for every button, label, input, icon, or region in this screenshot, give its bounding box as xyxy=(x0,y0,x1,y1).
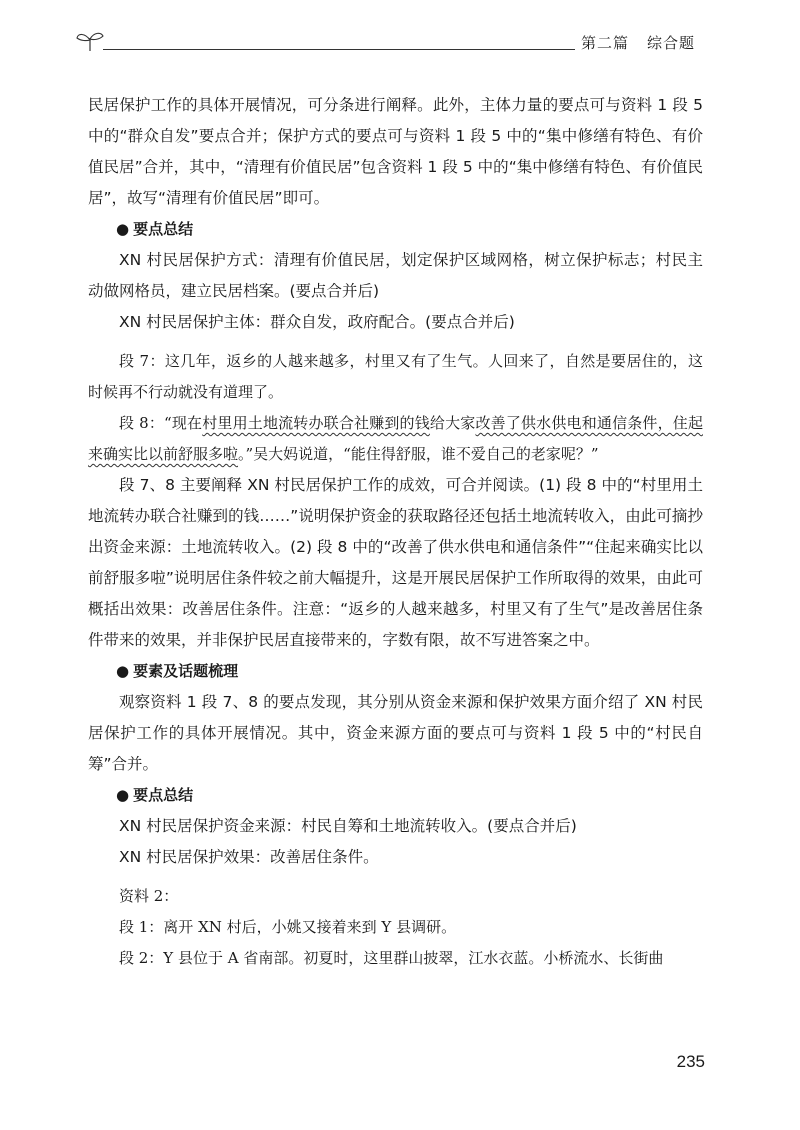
source-paragraph: 段 1：离开 XN 村后，小姚又接着来到 Y 县调研。 xyxy=(119,918,457,936)
part-label: 第二篇 xyxy=(580,34,629,52)
bullet-heading-text: 要素及话题梳理 xyxy=(133,662,239,680)
wavy-underline-segment: 村里用土地流转办联合社赚到的钱 xyxy=(202,414,430,432)
page-header xyxy=(75,28,695,56)
paragraph: XN 村民居保护方式：清理有价值民居，划定保护区域网格，树立保护标志；村民主动做网格员，建立民居档案。(要点合并后) xyxy=(88,251,703,300)
bullet-heading-text: 要点总结 xyxy=(133,786,194,804)
source-paragraph-underlined xyxy=(88,408,703,470)
paragraph: 段 7、8 主要阐释 XN 村民居保护工作的成效，可合并阅读。(1) 段 8 中的“村里用土地流转办联合社赚到的钱……”说明保护资金的获取路径还包括土地流转收入，由此可摘抄出资金来源：土地流转收入。(2) 段 8 中的“改善了供水供电和通信条件”“住起来确实比以前舒服多啦”说明居住条件较之前大幅提升，这是开展民居保护工作所取得的效果，由此可概括出效果：改善居住条件。注意：“返乡的人越来越多，村里又有了生气”是改善居住条件带来的效果，并非保护民居直接带来的，字数有限，故不写进答案之中。 xyxy=(88,476,703,649)
paragraph: 民居保护工作的具体开展情况，可分条进行阐释。此外，主体力量的要点可与资料 1 段 5 中的“群众自发”要点合并；保护方式的要点可与资料 1 段 5 中的“集中修缮有特色、有价值民居”合并，其中，“清理有价值民居”包含资料 1 段 5 中的“集中修缮有特色、有价值民居”，故写“清理有价值民居”即可。 xyxy=(88,96,703,207)
text-segment: 。”吴大妈说道，“能住得舒服，谁不爱自己的老家呢？” xyxy=(238,445,599,463)
page-body xyxy=(88,90,703,974)
wavy-underline-segment: 改善了供水供电和通信条件，住起来确实比以前舒服多啦 xyxy=(88,414,703,463)
text-segment: 段 8：“现在 xyxy=(119,414,203,432)
bullet-dot-icon: ● xyxy=(116,786,130,804)
page-number: 235 xyxy=(676,1052,705,1071)
bullet-heading xyxy=(88,656,703,687)
paragraph: XN 村民居保护效果：改善居住条件。 xyxy=(119,848,379,866)
chapter-label: 综合题 xyxy=(646,34,695,52)
paragraph: 观察资料 1 段 7、8 的要点发现，其分别从资金来源和保护效果方面介绍了 XN 村民居保护工作的具体开展情况。其中，资金来源方面的要点可与资料 1 段 5 中的“村民自筹”合并。 xyxy=(88,693,703,773)
text-segment: 给大家 xyxy=(429,414,476,432)
source-heading: 资料 2： xyxy=(119,887,179,905)
paragraph: XN 村民居保护资金来源：村民自筹和土地流转收入。(要点合并后) xyxy=(119,817,577,835)
source-paragraph: 段 7：这几年，返乡的人越来越多，村里又有了生气。人回来了，自然是要居住的，这时候再不行动就没有道理了。 xyxy=(88,352,703,401)
bullet-dot-icon: ● xyxy=(116,220,130,238)
bullet-dot-icon: ● xyxy=(116,662,130,680)
sprout-icon xyxy=(75,30,105,52)
section-title xyxy=(581,32,695,53)
bullet-heading xyxy=(88,780,703,811)
bullet-heading xyxy=(88,214,703,245)
bullet-heading-text: 要点总结 xyxy=(133,220,194,238)
header-rule xyxy=(103,49,575,50)
paragraph: XN 村民居保护主体：群众自发，政府配合。(要点合并后) xyxy=(119,313,515,331)
source-paragraph: 段 2：Y 县位于 A 省南部。初夏时，这里群山披翠，江水衣蓝。小桥流水、长街曲 xyxy=(119,949,664,967)
